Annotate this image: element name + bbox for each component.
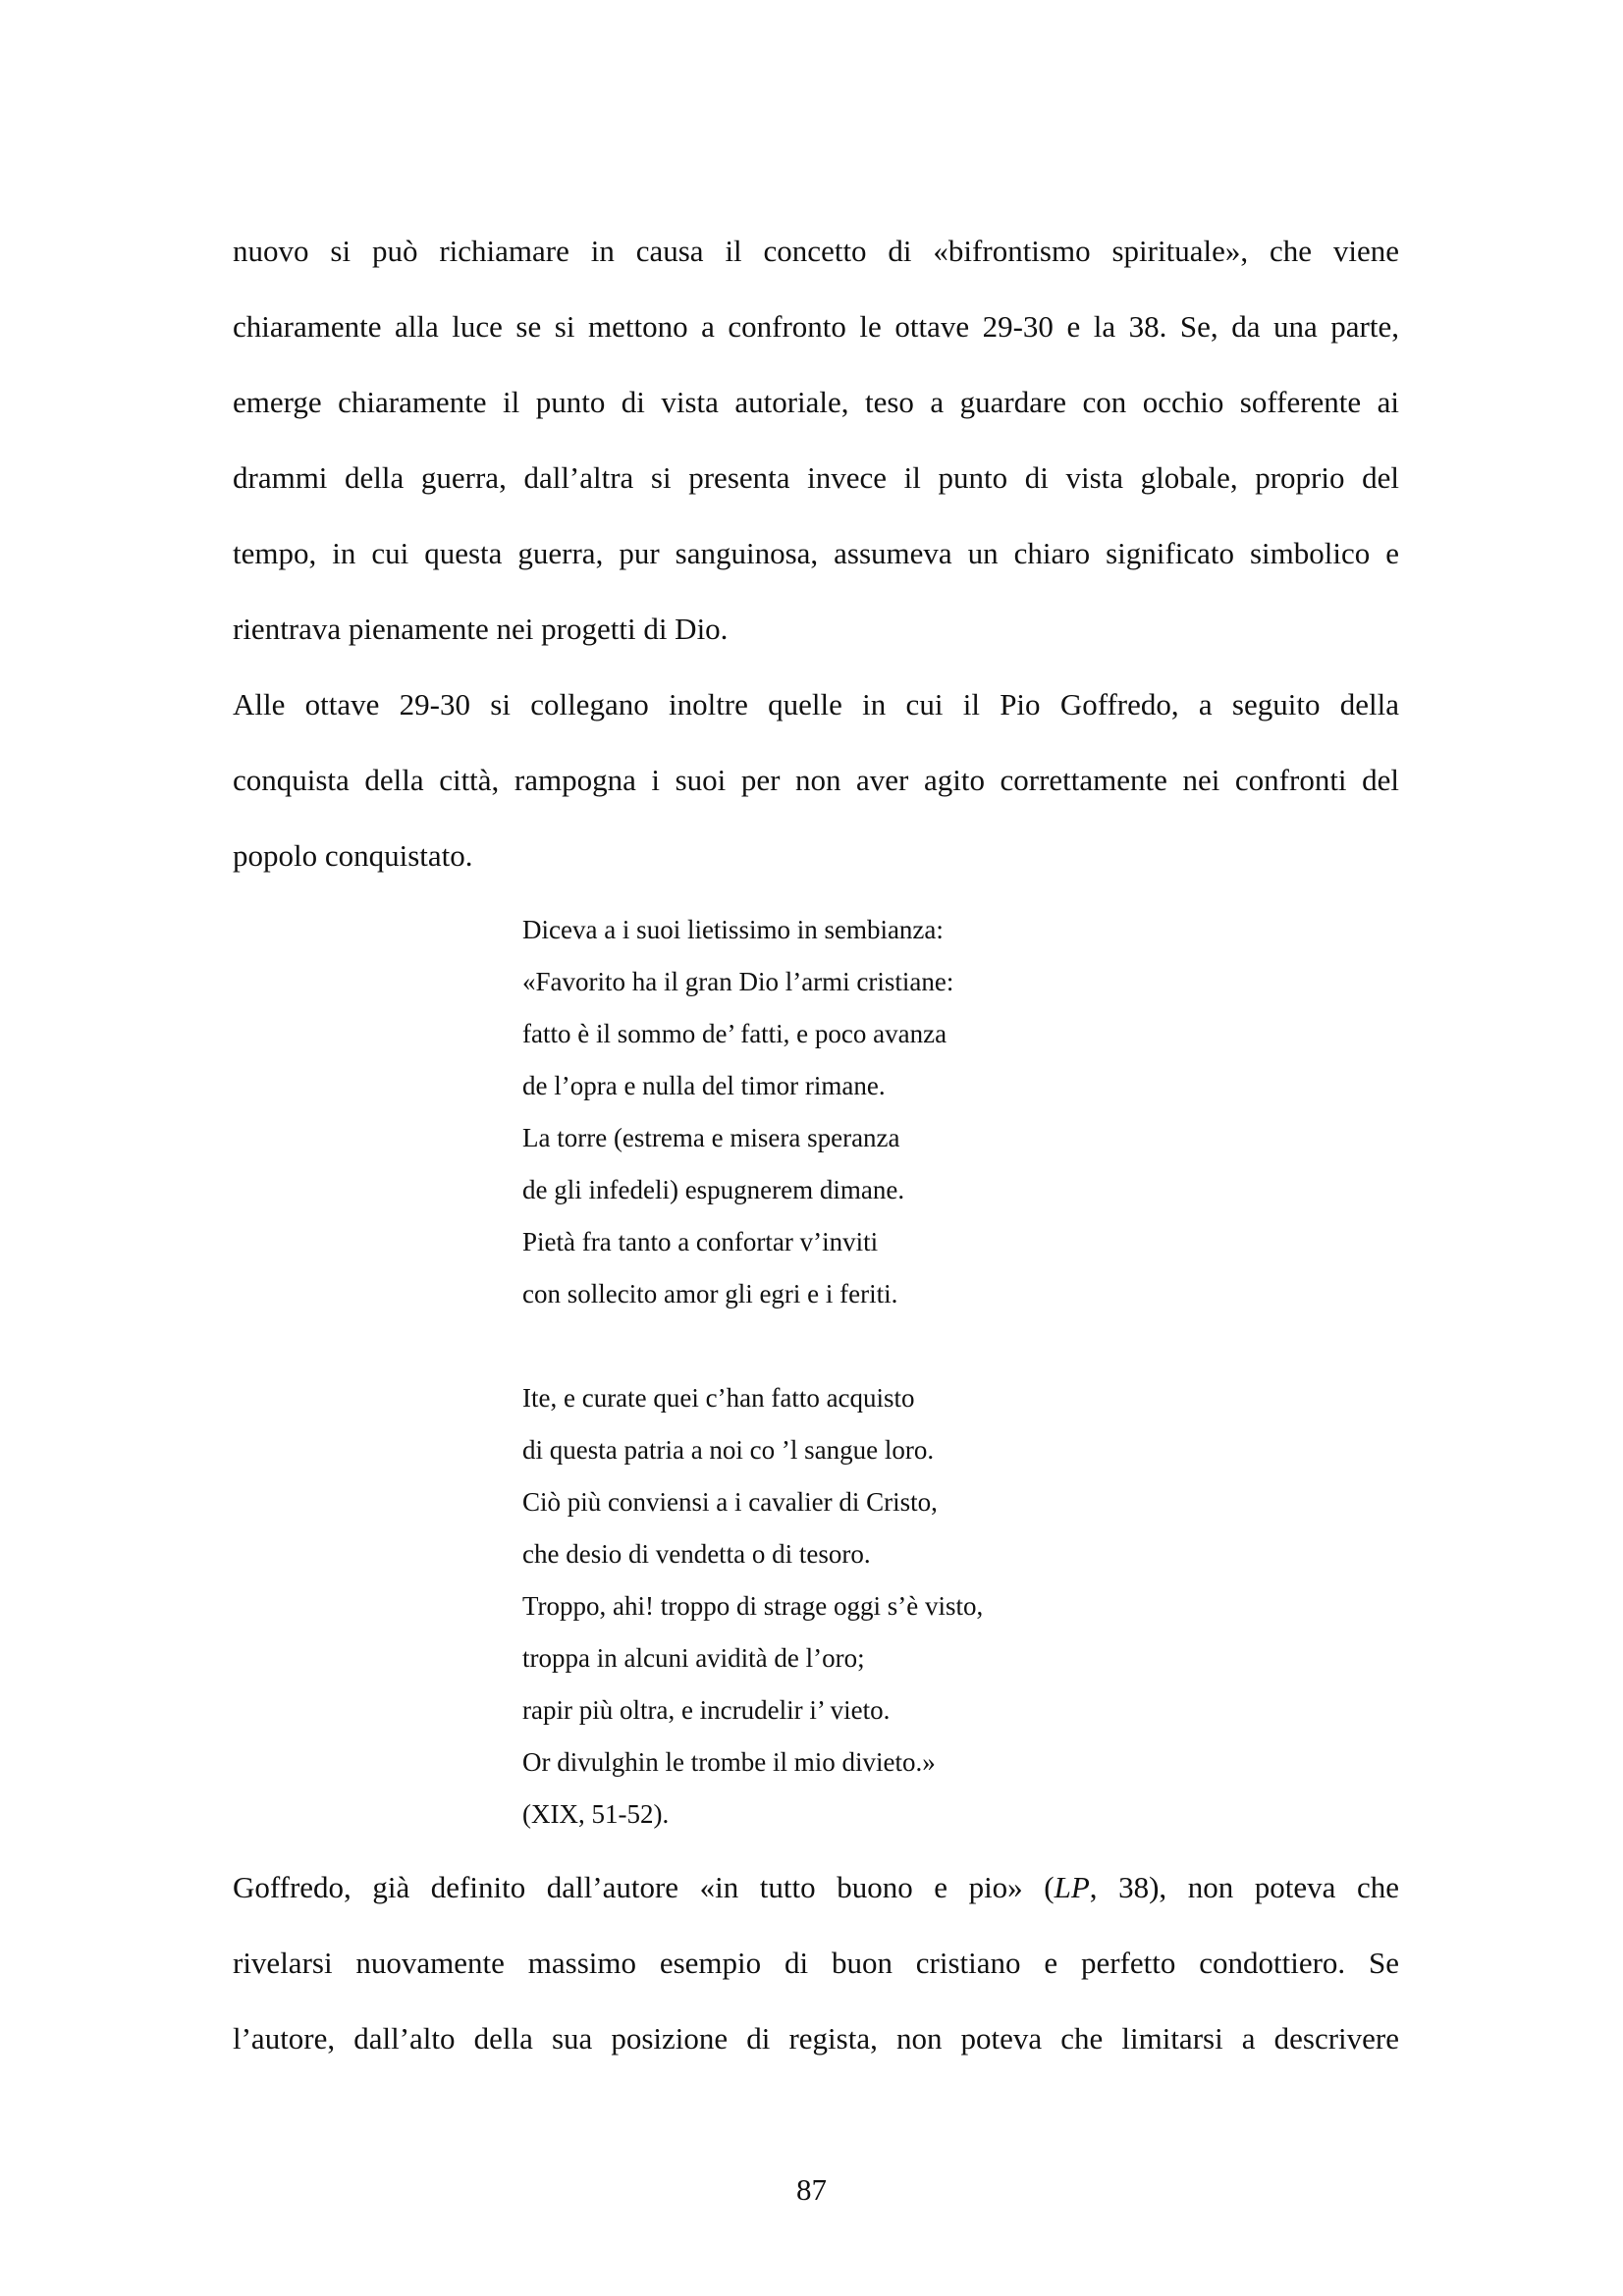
verse-line: de gli infedeli) espugnerem dimane. bbox=[522, 1175, 905, 1204]
paragraph-1-line-1: nuovo si può richiamare in causa il concetto di «bifrontismo spirituale», che viene bbox=[233, 234, 1399, 268]
paragraph-3-line-1-before: Goffredo, già definito dall’autore «in tutto buono e pio» ( bbox=[233, 1870, 1055, 1904]
verse-line: Diceva a i suoi lietissimo in sembianza: bbox=[522, 915, 944, 944]
paragraph-3-line-1-italic: LP bbox=[1054, 1870, 1090, 1904]
quotation-citation: (XIX, 51-52). bbox=[522, 1799, 670, 1829]
verse-line: La torre (estrema e misera speranza bbox=[522, 1123, 900, 1152]
paragraph-1-line-6: rientrava pienamente nei progetti di Dio. bbox=[233, 612, 729, 646]
verse-line: de l’opra e nulla del timor rimane. bbox=[522, 1071, 886, 1100]
verse-line: Pietà fra tanto a confortar v’inviti bbox=[522, 1227, 879, 1256]
verse-line: che desio di vendetta o di tesoro. bbox=[522, 1539, 871, 1569]
paragraph-3-line-2: rivelarsi nuovamente massimo esempio di buon cristiano e perfetto condottiero. Se bbox=[233, 1946, 1399, 1980]
paragraph-3-line-1 bbox=[233, 1868, 1399, 1907]
verse-line: «Favorito ha il gran Dio l’armi cristiane: bbox=[522, 967, 954, 996]
paragraph-1-line-2: chiaramente alla luce se si mettono a confronto le ottave 29-30 e la 38. Se, da una parte, bbox=[233, 309, 1399, 344]
paragraph-2-line-3: popolo conquistato. bbox=[233, 838, 473, 873]
verse-line: di questa patria a noi co ’l sangue loro. bbox=[522, 1435, 935, 1465]
verse-line: Ite, e curate quei c’han fatto acquisto bbox=[522, 1383, 915, 1413]
verse-line: Troppo, ahi! troppo di strage oggi s’è visto, bbox=[522, 1591, 984, 1621]
paragraph-1-line-3: emerge chiaramente il punto di vista autoriale, teso a guardare con occhio sofferente ai bbox=[233, 385, 1399, 419]
paragraph-3-line-3: l’autore, dall’alto della sua posizione di regista, non poteva che limitarsi a descrivere bbox=[233, 2021, 1399, 2056]
verse-line: Or divulghin le trombe il mio divieto.» bbox=[522, 1747, 936, 1777]
verse-line: fatto è il sommo de’ fatti, e poco avanza bbox=[522, 1019, 947, 1048]
paragraph-1-line-5: tempo, in cui questa guerra, pur sanguinosa, assumeva un chiaro significato simbolico e bbox=[233, 536, 1399, 570]
paragraph-2-line-1: Alle ottave 29-30 si collegano inoltre quelle in cui il Pio Goffredo, a seguito della bbox=[233, 687, 1399, 721]
verse-line: rapir più oltra, e incrudelir i’ vieto. bbox=[522, 1695, 891, 1725]
paragraph-2-line-2: conquista della città, rampogna i suoi per non aver agito correttamente nei confronti del bbox=[233, 763, 1399, 797]
verse-line: con sollecito amor gli egri e i feriti. bbox=[522, 1279, 898, 1308]
paragraph-1-line-4: drammi della guerra, dall’altra si presenta invece il punto di vista globale, proprio del bbox=[233, 460, 1399, 495]
page-number: 87 bbox=[796, 2172, 827, 2207]
verse-line: Ciò più conviensi a i cavalier di Cristo, bbox=[522, 1487, 938, 1517]
paragraph-3-line-1-after: , 38), non poteva che bbox=[1089, 1870, 1399, 1904]
verse-line: troppa in alcuni avidità de l’oro; bbox=[522, 1643, 865, 1673]
